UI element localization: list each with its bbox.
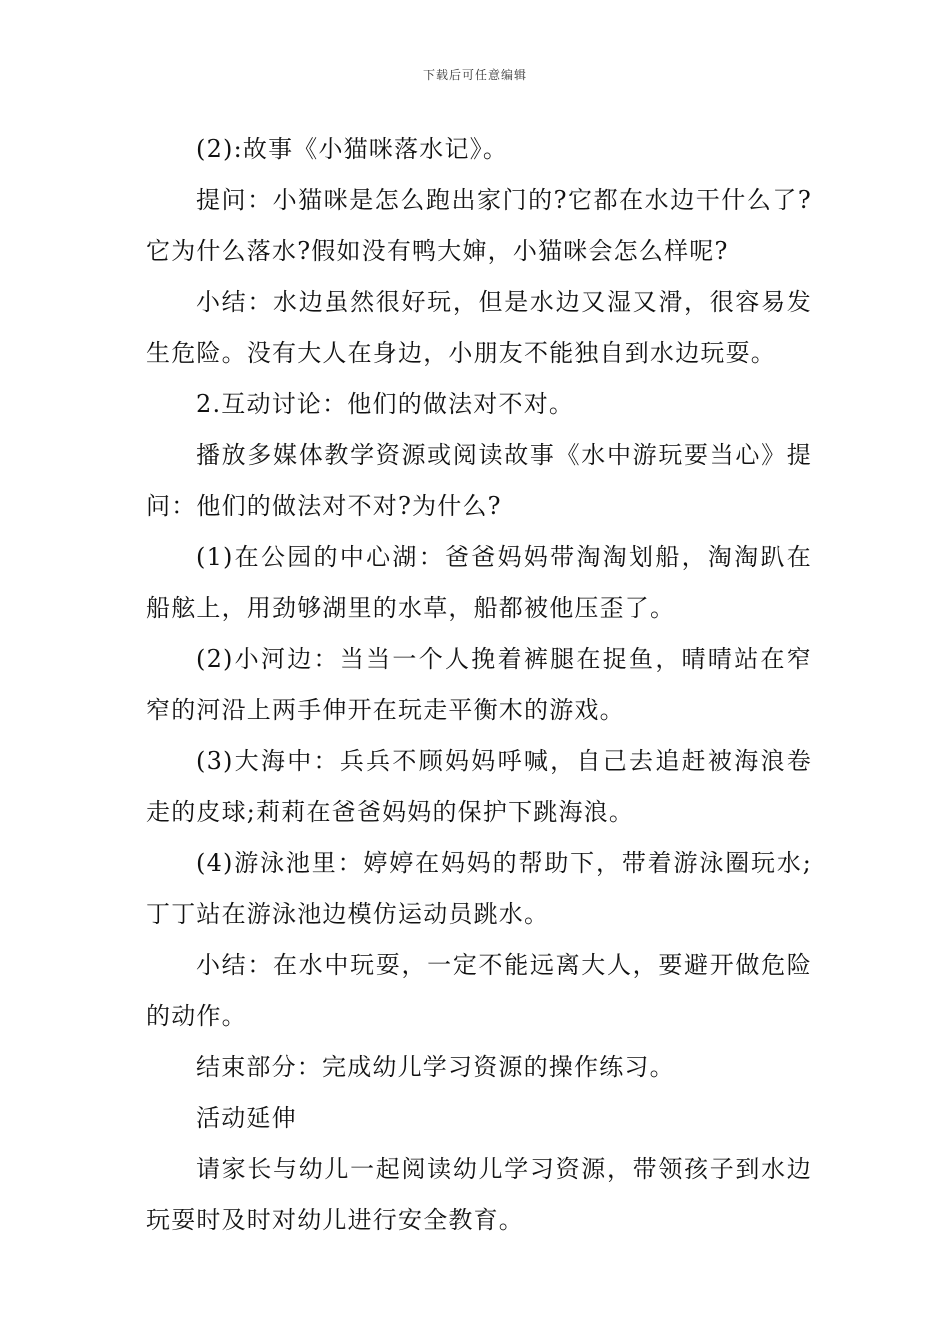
paragraph: 请家长与幼儿一起阅读幼儿学习资源，带领孩子到水边玩耍时及时对幼儿进行安全教育。 (146, 1155, 812, 1234)
paragraph: (2)小河边：当当一个人挽着裤腿在捉鱼，晴晴站在窄窄的河沿上两手伸开在玩走平衡木的游戏。 (146, 645, 812, 724)
paragraph: 2.互动讨论：他们的做法对不对。 (196, 390, 575, 418)
page-header: 下载后可任意编辑 (422, 68, 527, 82)
paragraph: (2):故事《小猫咪落水记》。 (196, 135, 509, 163)
paragraph: (1)在公园的中心湖：爸爸妈妈带淘淘划船，淘淘趴在船舷上，用劲够湖里的水草，船都被他压歪了。 (146, 543, 812, 622)
section-heading: 活动延伸 (196, 1104, 297, 1132)
paragraph: 提问：小猫咪是怎么跑出家门的?它都在水边干什么了?它为什么落水?假如没有鸭大婶，小猫咪会怎么样呢? (146, 186, 812, 265)
paragraph: 小结：在水中玩耍，一定不能远离大人，要避开做危险的动作。 (146, 951, 812, 1030)
paragraph: (4)游泳池里：婷婷在妈妈的帮助下，带着游泳圈玩水;丁丁站在游泳池边模仿运动员跳水。 (146, 849, 812, 928)
paragraph: 小结：水边虽然很好玩，但是水边又湿又滑，很容易发生危险。没有大人在身边，小朋友不能独自到水边玩耍。 (146, 288, 812, 367)
paragraph: 结束部分：完成幼儿学习资源的操作练习。 (196, 1053, 675, 1081)
paragraph: (3)大海中：兵兵不顾妈妈呼喊，自己去追赶被海浪卷走的皮球;莉莉在爸爸妈妈的保护下跳海浪。 (146, 747, 812, 826)
paragraph: 播放多媒体教学资源或阅读故事《水中游玩要当心》提问：他们的做法对不对?为什么? (146, 441, 812, 520)
document-body (146, 124, 812, 1246)
